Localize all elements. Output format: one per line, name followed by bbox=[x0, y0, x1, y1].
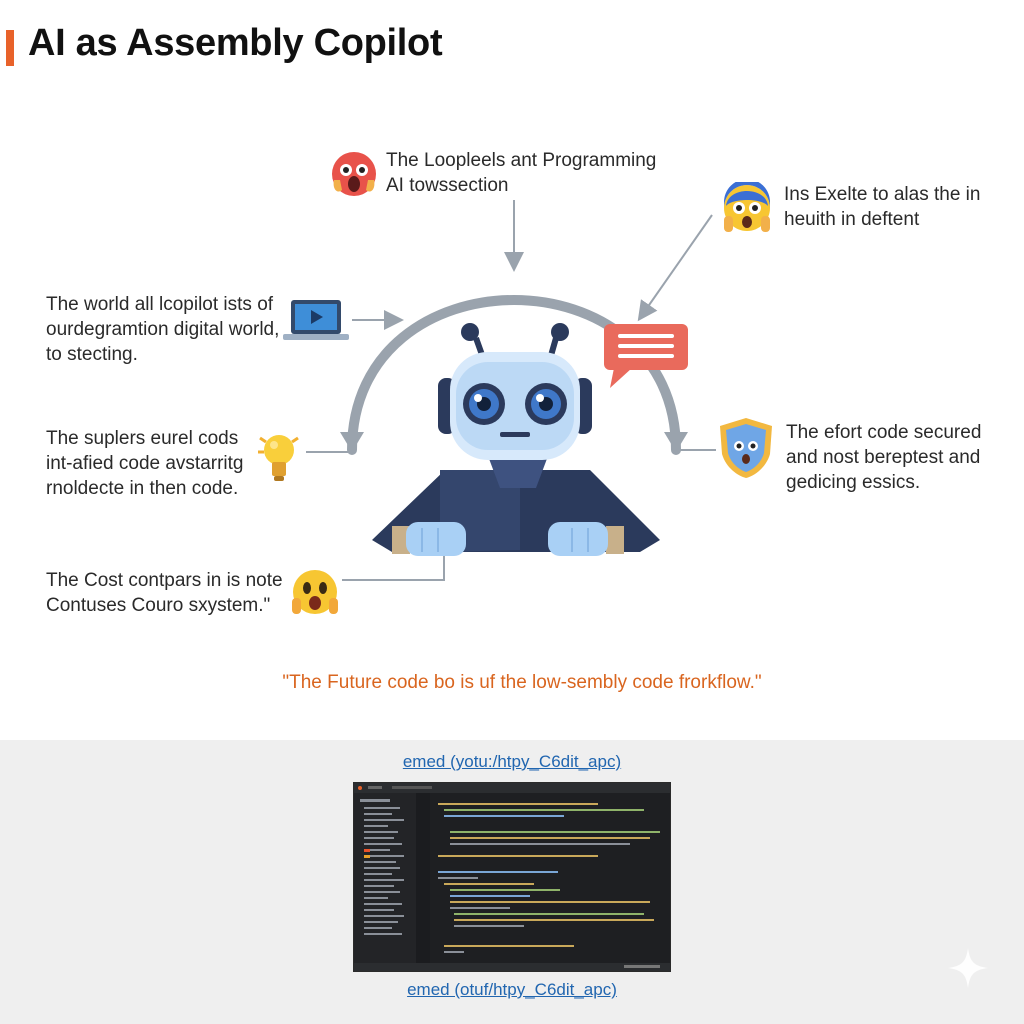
callout-line: heuith in deftent bbox=[784, 209, 920, 230]
surprised-face-icon bbox=[290, 568, 340, 618]
code-editor-preview bbox=[354, 783, 670, 971]
callout-line: int-afied code avstarritg bbox=[46, 453, 244, 474]
callout-line: The Cost contpars in is note bbox=[46, 570, 283, 591]
sparkle-icon bbox=[946, 946, 990, 990]
callout-line: Contuses Couro sxystem." bbox=[46, 595, 271, 616]
callout-line: gedicing essics. bbox=[786, 472, 921, 493]
callout-line: to stecting. bbox=[46, 344, 138, 365]
callout-line: Ins Exelte to alas the in bbox=[784, 184, 981, 205]
callout-top-right bbox=[784, 182, 980, 232]
callout-right bbox=[786, 420, 981, 495]
callout-line: and nost bereptest and bbox=[786, 447, 981, 468]
chat-bubble-icon bbox=[602, 322, 690, 390]
callout-line: The efort code secured bbox=[786, 422, 982, 443]
callout-top bbox=[386, 148, 656, 198]
callout-line: rnoldecte in then code. bbox=[46, 478, 239, 499]
connector-top-right bbox=[640, 215, 712, 318]
connector-bottom bbox=[342, 556, 444, 580]
callout-line: The suplers eurel cods bbox=[46, 428, 239, 449]
laptop-play-icon bbox=[283, 298, 349, 344]
callout-line: The world all lcopilot ists of bbox=[46, 294, 274, 315]
shield-face-icon bbox=[718, 416, 774, 480]
callout-left-3 bbox=[46, 568, 283, 618]
future-quote: "The Future code bo is uf the low-sembly code frorkflow." bbox=[282, 672, 762, 693]
callout-line: The Loopleels ant Programming bbox=[386, 150, 657, 171]
embed-link-bottom[interactable]: emed (otuf/htpy_C6dit_apc) bbox=[407, 980, 617, 999]
lightbulb-icon bbox=[256, 428, 302, 484]
embed-link-top[interactable]: emed (yotu:/htpy_C6dit_apc) bbox=[402, 752, 622, 771]
callout-line: ourdegramtion digital world, bbox=[46, 319, 280, 340]
code-editor-thumbnail[interactable] bbox=[353, 782, 671, 972]
screaming-face-icon bbox=[330, 150, 378, 198]
fearful-face-icon bbox=[722, 182, 772, 236]
callout-line: AI towssection bbox=[386, 175, 509, 196]
page-title: AI as Assembly Copilot bbox=[28, 22, 443, 64]
callout-left-1 bbox=[46, 292, 279, 367]
callout-left-2 bbox=[46, 426, 244, 501]
